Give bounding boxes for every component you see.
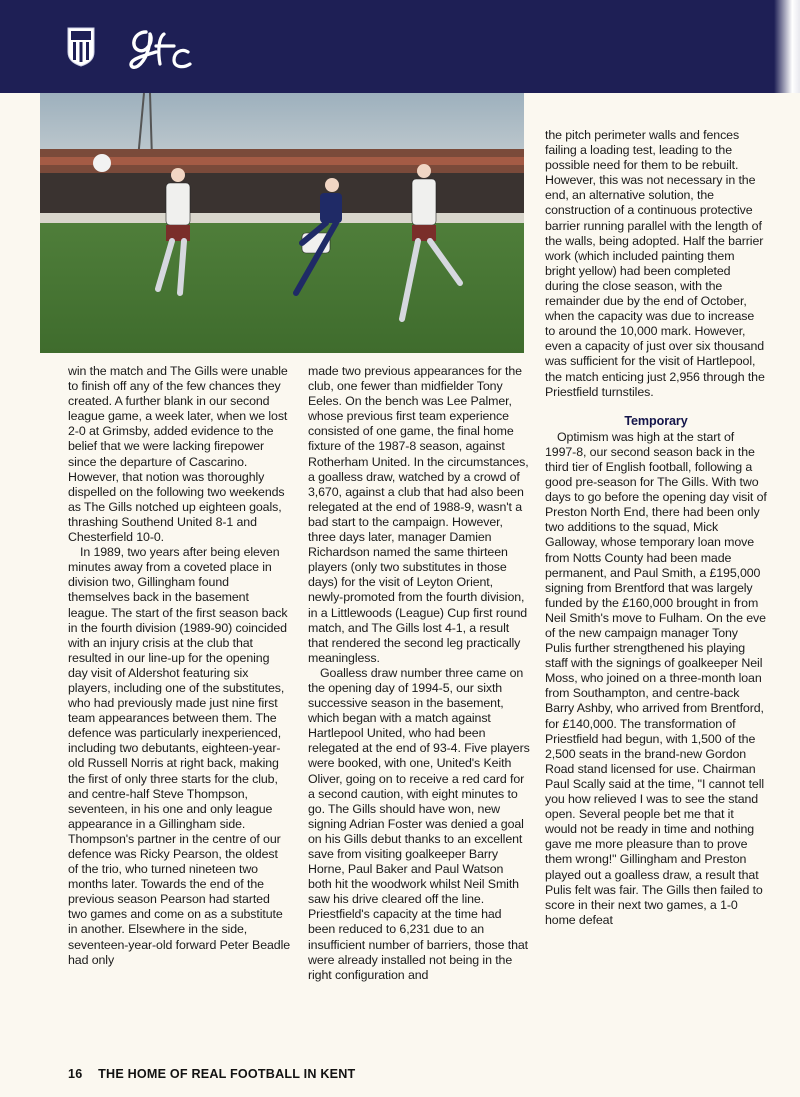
page-number: 16: [68, 1067, 83, 1081]
page-header-band: [0, 0, 800, 93]
header-edge-strip: [774, 0, 800, 93]
gfc-monogram-icon: [124, 24, 194, 74]
text-column-left: [68, 364, 290, 968]
text-column-right: [545, 128, 767, 928]
paragraph: made two previous appearances for the club, one fewer than midfielder Tony Eeles. On the bench was Lee Palmer, whose previous first team experience consisted of one game, the final home fixture of the 1987-8 season, against Rotherham United. In the circumstances, a goalless draw, watched by a crowd of 3,670, against a club that had also been relegated at the end of 1988-9, wasn't a bad start to the campaign. However, three days later, manager Damien Richardson named the same thirteen players (only two substitutes in those days) for the visit of Leyton Orient, newly-promoted from the fourth division, in a Littlewoods (League) Cup first round match, and The Gills lost 4-1, a result that rendered the second leg practically meaningless.: [308, 364, 529, 665]
section-subheading: Temporary: [624, 413, 688, 428]
paragraph: the pitch perimeter walls and fences failing a loading test, leading to the possible need for them to be rebuilt. However, this was not necessary in the end, an alternative solution, the construction of a continuous protective barrier running parallel with the length of the walls, being adopted. Half the barrier work (which included painting them bright yellow) had been completed during the close season, with the remainder due by the end of October, when the capacity was due to increase to around the 10,000 mark. However, even a capacity of just over six thousand was sufficient for the visit of Hartlepool, the match enticing just 2,956 through the Priestfield turnstiles.: [545, 128, 765, 399]
club-crest-icon: [66, 26, 96, 68]
paragraph: win the match and The Gills were unable to finish off any of the few chances they created. A further blank in our second league game, a week later, when we lost 2-0 at Grimsby, added evidence to the belief that we were lacking firepower since the departure of Cascarino. However, that notion was thoroughly dispelled on the following two weekends as The Gills notched up eighteen goals, thrashing Southend United 8-1 and Chesterfield 10-0.: [68, 364, 288, 545]
match-photo: [40, 93, 524, 353]
football-match-photo-icon: [40, 93, 524, 353]
paragraph: Goalless draw number three came on the opening day of 1994-5, our sixth successive season in the basement, which began with a match against Hartlepool United, who had been relegated at the end of 93-4. Five players were booked, with one, United's Keith Oliver, going on to receive a red card for a second caution, with eight minutes to go. The Gills should have won, new signing Adrian Foster was denied a goal on his Gills debut thanks to an excellent save from visiting goalkeeper Barry Horne, Paul Baker and Paul Watson both hit the woodwork whilst Neil Smith saw his drive cleared off the line. Priestfield's capacity at the time had been reduced to 6,231 due to an insufficient number of barriers, those that were already installed not being in the right configuration and: [308, 665, 530, 982]
page-footer: [68, 1067, 355, 1081]
paragraph: In 1989, two years after being eleven minutes away from a coveted place in division two, Gillingham found themselves back in the basement league. The start of the first season back in the fourth division (1989-90) coincided with an injury crisis at the club that resulted in our line-up for the opening day visit of Aldershot featuring six players, including one of the substitutes, who had previously made just nine first team appearances between them. The defence was particularly inexperienced, including two debutants, eighteen-year-old Russell Norris at right back, making the first of only three starts for the club, and centre-half Steve Thompson, seventeen, in his one and only league appearance in a Gillingham side. Thompson's partner in the centre of our defence was Ricky Pearson, the oldest of the trio, who turned nineteen two months later. Towards the end of the previous season Pearson had started two games and come on as a substitute in another. Elsewhere in the side, seventeen-year-old forward Peter Beadle had only: [68, 545, 291, 967]
text-column-middle: [308, 364, 530, 983]
running-title: THE HOME OF REAL FOOTBALL IN KENT: [98, 1067, 356, 1081]
paragraph: Optimism was high at the start of 1997-8, our second season back in the third tier of English football, following a good pre-season for The Gills. With two days to go before the opening day visit of Preston North End, there had been only two additions to the squad, Mick Galloway, whose temporary loan move from Notts County had been made permanent, and Paul Smith, a £195,000 signing from Brentford that was largely funded by the £160,000 brought in from Neil Smith's move to Fulham. On the eve of the new campaign manager Tony Pulis further strengthened his playing staff with the signings of goalkeeper Neil Moss, who joined on a three-month loan from Southampton, and centre-back Barry Ashby, who arrived from Brentford, for £140,000. The transformation of Priestfield had begun, with 1,500 of the 2,500 seats in the brand-new Gordon Road stand licensed for use. Chairman Paul Scally said at the time, "I cannot tell you how relieved I was to see the stand open. Several people bet me that it would not be ready in time and nothing gave me more pleasure than to prove them wrong!" Gillingham and Preston played out a goalless draw, a result that Pulis felt was fair. The Gills then failed to score in their next two games, a 1-0 home defeat: [545, 429, 767, 927]
